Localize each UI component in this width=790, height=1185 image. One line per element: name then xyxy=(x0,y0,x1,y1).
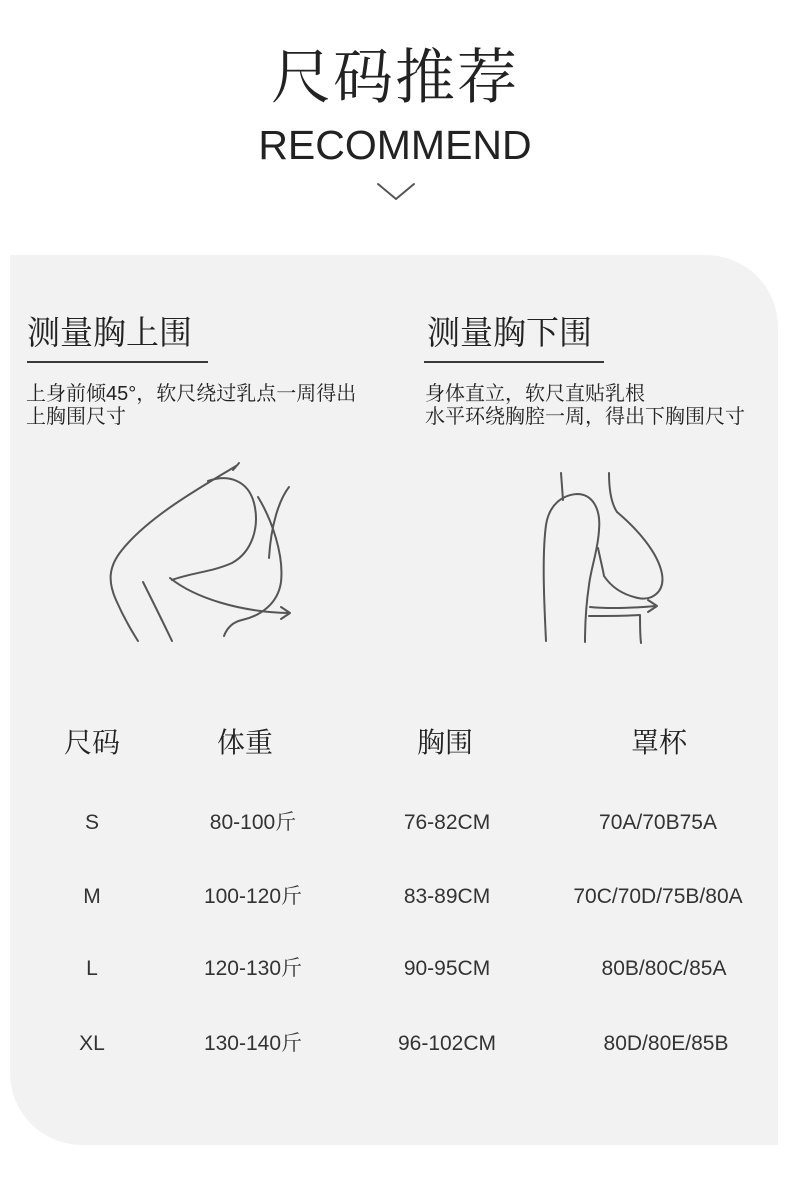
page-title: 尺码推荐 xyxy=(271,43,519,113)
under-bust-measure-illustration xyxy=(530,465,675,650)
chevron-stroke xyxy=(378,184,414,199)
cell-bust: 90-95CM xyxy=(403,957,491,980)
tape-measure-line xyxy=(170,578,289,613)
cell-weight: 100-120斤 xyxy=(203,885,303,908)
cell-size: M xyxy=(83,885,101,908)
table-row xyxy=(0,954,790,984)
upper-bust-title: 测量胸上围 xyxy=(27,313,192,352)
under-bust-title-underline xyxy=(424,361,604,363)
armpit-line xyxy=(598,548,604,576)
cell-cup: 80D/80E/85B xyxy=(603,1032,729,1055)
upper-bust-description xyxy=(26,383,356,429)
table-row xyxy=(0,1029,790,1059)
tape-measure-line xyxy=(590,606,656,608)
back-neck-line xyxy=(561,473,563,500)
torso-lower-line xyxy=(589,615,641,643)
front-neck-line xyxy=(609,473,617,512)
cell-size: XL xyxy=(79,1032,105,1055)
cell-bust: 83-89CM xyxy=(403,885,491,908)
cell-cup: 70C/70D/75B/80A xyxy=(573,885,743,908)
under-bust-description xyxy=(425,383,745,429)
cell-weight: 120-130斤 xyxy=(203,957,303,980)
table-row xyxy=(0,882,790,912)
upper-bust-measure-illustration xyxy=(100,455,305,650)
outer-contour xyxy=(111,466,236,641)
cell-cup: 80B/80C/85A xyxy=(601,957,727,980)
upper-bust-desc-line-2: 上胸围尺寸 xyxy=(26,406,126,428)
bust-line xyxy=(604,512,662,599)
cell-size: L xyxy=(86,957,98,980)
upper-bust-desc-line-1: 上身前倾45°，软尺绕过乳点一周得出 xyxy=(26,383,357,405)
page-subtitle: RECOMMEND xyxy=(258,122,532,168)
under-bust-desc-line-1: 身体直立，软尺直贴乳根 xyxy=(425,383,645,405)
header-size: 尺码 xyxy=(63,726,120,759)
header-bust: 胸围 xyxy=(416,726,473,759)
header-weight: 体重 xyxy=(216,726,273,759)
size-table-header xyxy=(0,725,790,761)
cell-cup: 70A/70B75A xyxy=(599,811,717,834)
chevron-down-icon xyxy=(376,181,416,203)
cell-bust: 76-82CM xyxy=(403,811,491,834)
upper-bust-title-underline xyxy=(27,361,208,363)
upper-arm-line xyxy=(172,478,256,580)
table-row xyxy=(0,808,790,838)
bust-line xyxy=(224,497,281,636)
under-bust-desc-line-2: 水平环绕胸腔一周，得出下胸围尺寸 xyxy=(425,406,745,428)
cell-size: S xyxy=(84,811,99,834)
header-cup: 罩杯 xyxy=(630,726,687,759)
cell-bust: 96-102CM xyxy=(397,1032,497,1055)
cell-weight: 80-100斤 xyxy=(209,811,297,834)
under-bust-title: 测量胸下围 xyxy=(427,313,592,352)
cell-weight: 130-140斤 xyxy=(203,1032,303,1055)
inner-arm-line xyxy=(143,582,172,641)
arm-outline xyxy=(544,494,600,642)
